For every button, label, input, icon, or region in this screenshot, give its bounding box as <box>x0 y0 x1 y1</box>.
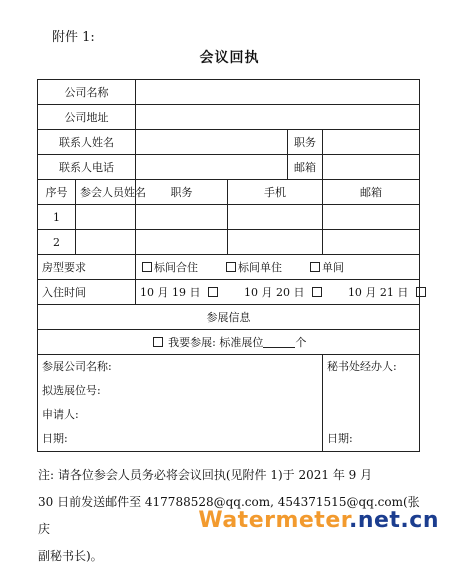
checkbox-icon[interactable] <box>142 262 152 272</box>
secretariat-info <box>323 355 420 452</box>
checkin-options <box>136 280 420 305</box>
position-label: 职务 <box>288 130 323 155</box>
exhibit-booth-row <box>38 330 420 355</box>
contact-phone-label: 联系人电话 <box>38 155 136 180</box>
applicant-label: 申请人: <box>42 408 79 421</box>
position-field[interactable] <box>323 130 420 155</box>
col-header-index: 序号 <box>38 180 76 205</box>
attendee-email-field[interactable] <box>323 230 420 255</box>
room-label: 房型要求 <box>38 255 136 280</box>
checkbox-icon[interactable] <box>208 287 218 297</box>
col-header-email: 邮箱 <box>323 180 420 205</box>
checkin-option-19[interactable]: 10 月 19 日 <box>140 286 220 299</box>
company-address-label: 公司地址 <box>38 105 136 130</box>
exhibitor-info <box>38 355 323 452</box>
booth-count-unit: 个 <box>295 336 307 349</box>
attendee-email-field[interactable] <box>323 205 420 230</box>
row-index-2: 2 <box>38 230 76 255</box>
attendee-name-field[interactable] <box>76 205 136 230</box>
col-header-position: 职务 <box>136 180 228 205</box>
checkbox-icon[interactable] <box>312 287 322 297</box>
row-index-1: 1 <box>38 205 76 230</box>
secretariat-label: 秘书处经办人: <box>327 360 397 373</box>
email-label: 邮箱 <box>288 155 323 180</box>
attendee-name-field[interactable] <box>76 230 136 255</box>
checkbox-icon[interactable] <box>310 262 320 272</box>
company-name-label: 公司名称 <box>38 80 136 105</box>
col-header-mobile: 手机 <box>228 180 323 205</box>
note-line-3: 副秘书长)。 <box>38 549 103 563</box>
checkbox-icon[interactable] <box>226 262 236 272</box>
col-header-name: 参会人员姓名 <box>76 180 136 205</box>
booth-count-field[interactable] <box>263 347 295 348</box>
contact-name-field[interactable] <box>136 130 288 155</box>
checkin-label: 入住时间 <box>38 280 136 305</box>
attendee-position-field[interactable] <box>136 230 228 255</box>
attendee-position-field[interactable] <box>136 205 228 230</box>
room-option-shared[interactable]: 标间合住 <box>140 261 204 274</box>
receipt-form <box>37 79 420 452</box>
checkin-option-20[interactable]: 10 月 20 日 <box>244 286 324 299</box>
room-options <box>136 255 420 280</box>
attendee-mobile-field[interactable] <box>228 205 323 230</box>
email-field[interactable] <box>323 155 420 180</box>
company-name-field[interactable] <box>136 80 420 105</box>
date-label: 日期: <box>42 432 68 445</box>
watermark-logo <box>198 508 439 533</box>
contact-phone-field[interactable] <box>136 155 288 180</box>
company-address-field[interactable] <box>136 105 420 130</box>
secretariat-date-label: 日期: <box>327 432 353 445</box>
exhibit-booth-label: 我要参展: 标准展位 <box>168 336 264 349</box>
note-line-1: 注: 请各位参会人员务必将会议回执(见附件 1)于 2021 年 9 月 <box>38 468 373 482</box>
checkbox-icon[interactable] <box>416 287 426 297</box>
checkbox-icon[interactable] <box>153 337 163 347</box>
watermark-part-1: Watermeter <box>198 508 349 533</box>
attachment-label: 附件 1: <box>52 30 95 45</box>
booth-number-label: 拟选展位号: <box>42 384 101 397</box>
checkin-option-21[interactable]: 10 月 21 日 <box>348 286 428 299</box>
room-option-single[interactable]: 单间 <box>308 261 350 274</box>
attendee-mobile-field[interactable] <box>228 230 323 255</box>
exhibit-section-title: 参展信息 <box>38 305 420 330</box>
note-line-2: 30 日前发送邮件至 417788528@qq.com, 454371515@qq.com(张庆 <box>38 495 420 536</box>
exhibitor-company-label: 参展公司名称: <box>42 360 112 373</box>
page-title: 会议回执 <box>199 50 260 66</box>
watermark-part-2: .net.cn <box>348 508 439 533</box>
room-option-single-std[interactable]: 标间单住 <box>224 261 288 274</box>
contact-name-label: 联系人姓名 <box>38 130 136 155</box>
